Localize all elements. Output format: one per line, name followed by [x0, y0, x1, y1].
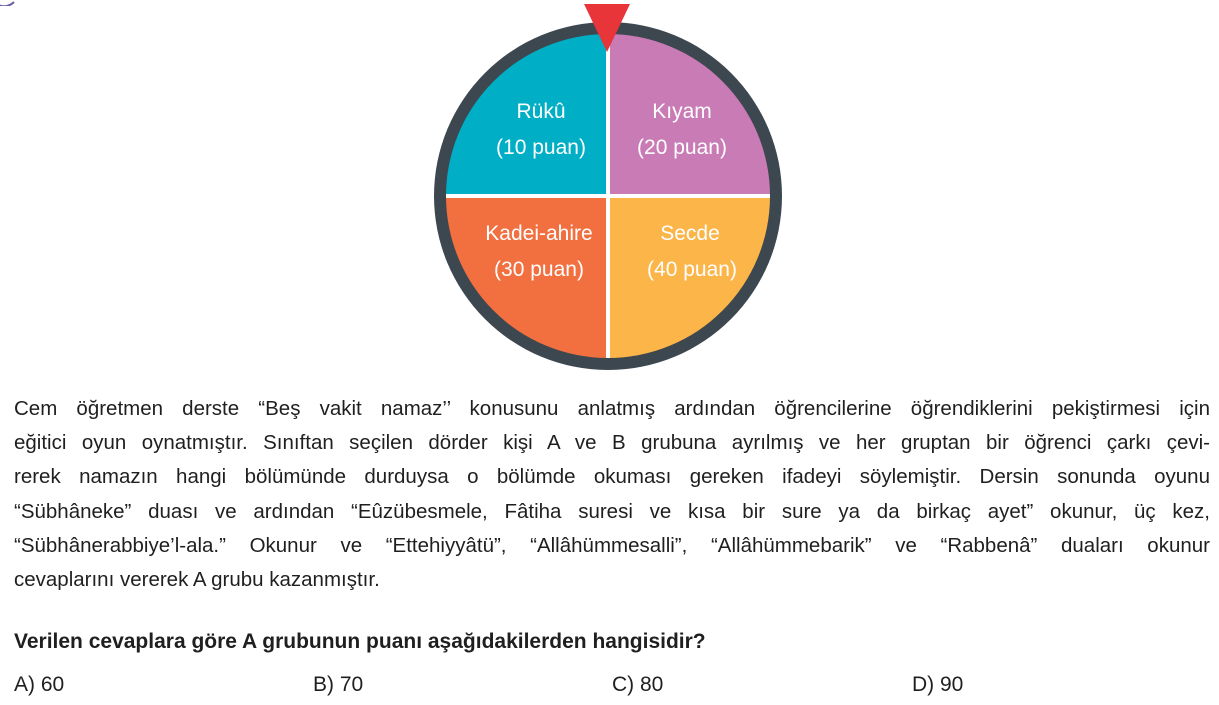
- segment-points-kadei-ahire: (30 puan): [494, 258, 584, 281]
- question-prompt: Verilen cevaplara göre A grubunun puanı aşağıdakilerden hangisidir?: [14, 630, 706, 653]
- answer-option-a[interactable]: A) 60: [14, 673, 65, 696]
- answer-option-c[interactable]: C) 80: [612, 673, 664, 696]
- segment-label-kadei-ahire: Kadei-ahire: [485, 222, 593, 245]
- segment-points-secde: (40 puan): [647, 258, 737, 281]
- paragraph-line: rerek namazın hangi bölümünde durduysa o bölümde okuması gereken ifadeyi söylemiştir. Dersin sonunda oyunu: [14, 465, 1210, 489]
- paragraph-line: cevaplarını vererek A grubu kazanmıştır.: [14, 568, 380, 592]
- segment-points-ruku: (10 puan): [496, 136, 586, 159]
- answer-option-b[interactable]: B) 70: [313, 673, 364, 696]
- paragraph-line: “Sübhânerabbiye’l-ala.” Okunur ve “Ettehiyyâtü”, “Allâhümmesalli”, “Allâhümmebarik” ve “Rabbenâ” duaları okunur: [14, 533, 1210, 557]
- segment-label-kiyam: Kıyam: [652, 100, 712, 123]
- segment-label-secde: Secde: [660, 222, 720, 245]
- paragraph-line: Cem öğretmen derste “Beş vakit namaz’’ konusunu anlatmış ardından öğrencilerine öğrendiklerini pekiştirmesi için: [14, 397, 1210, 420]
- segment-points-kiyam: (20 puan): [637, 136, 727, 159]
- paragraph-line: “Sübhâneke” duası ve ardından “Eûzübesmele, Fâtiha suresi ve kısa bir sure ya da birkaç ayet” okunur, üç kez,: [14, 499, 1210, 523]
- answer-option-d[interactable]: D) 90: [912, 673, 964, 696]
- segment-label-ruku: Rükû: [516, 100, 566, 123]
- question-paragraph: [14, 392, 1210, 597]
- paragraph-line: eğitici oyun oynatmıştır. Sınıftan seçilen dörder kişi A ve B grubuna ayrılmış ve her gruptan bir öğrenci çarkı çevi-: [14, 431, 1210, 455]
